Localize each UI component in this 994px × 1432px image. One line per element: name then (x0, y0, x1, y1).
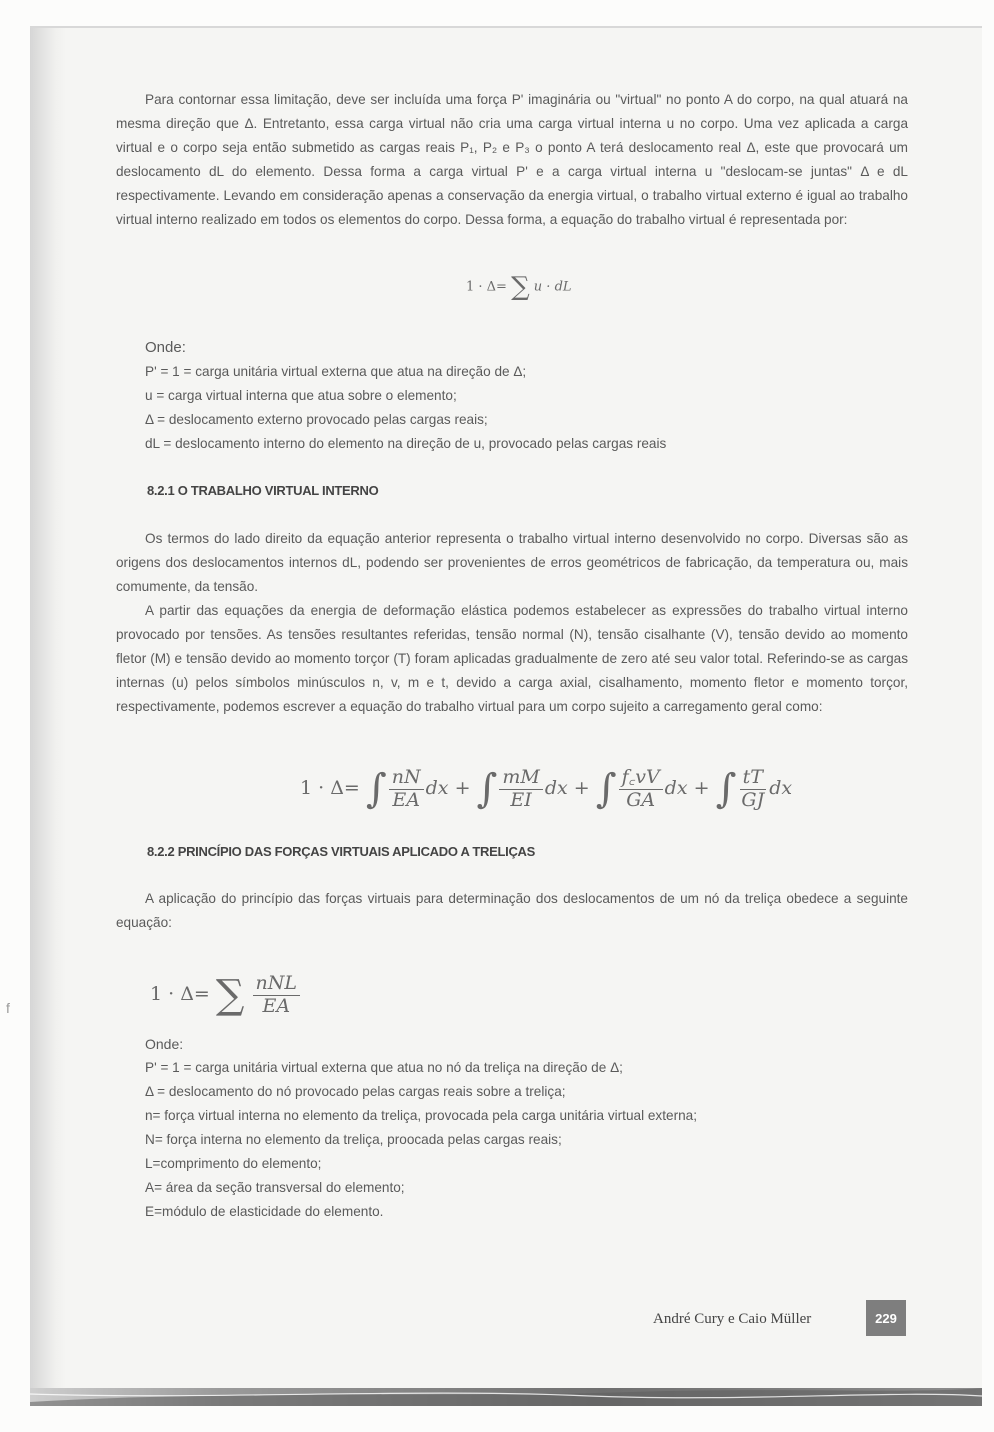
page-top-edge (30, 26, 982, 28)
eq2-t4-numerator: tT (740, 767, 766, 790)
eq2-t2-numerator: mM (499, 767, 542, 790)
eq2-fraction-axial (389, 767, 424, 812)
eq2-fraction-shear (619, 767, 663, 812)
definition-1-line: dL = deslocamento interno do elemento na direção de u, provocado pelas cargas reais (145, 436, 667, 451)
eq2-t3-denominator: GA (626, 788, 656, 811)
eq2-fraction-torsion (738, 767, 767, 812)
integral-symbol: ∫ (476, 766, 498, 812)
intro-paragraph: Para contornar essa limitação, deve ser incluída uma força P' imaginária ou "virtual" no ponto A do corpo, na qual atuará na mesma direção que Δ. Entretanto, essa carga virtual não cria uma carga virtual interna u no corpo. Uma vez aplicada a carga virtual e o corpo seja então submetido as cargas reais P₁, P₂ e P₃ o ponto A terá deslocamento real Δ, este que provocará um deslocamento dL do elemento. Dessa forma a carga virtual P' e a carga virtual interna u "deslocam-se juntas" Δ e dL respectivamente. Levando em consideração apenas a conservação da energia virtual, o trabalho virtual externo é igual ao trabalho virtual interno realizado em todos os elementos do corpo. Dessa forma, a equação do trabalho virtual é representada por: (116, 92, 908, 227)
eq3-sum-symbol: ∑ (215, 972, 245, 1018)
internal-work-paragraph-1: Os termos do lado direito da equação anterior representa o trabalho virtual interno desenvolvido no corpo. Diversas são as origens dos deslocamentos internos dL, podendo ser provenientes de erros geométricos de fabricação, da temperatura ou, mais comumente, da tensão. (116, 531, 908, 594)
eq2-lhs: 1 · Δ= (300, 777, 360, 799)
eq3-numerator: nNL (253, 973, 300, 996)
definition-2-line: A= área da seção transversal do elemento; (145, 1180, 405, 1195)
eq1-lhs: 1 · Δ= (466, 279, 507, 295)
eq1-sum-symbol: ∑ (511, 272, 530, 302)
virtual-work-equation (466, 272, 572, 302)
footer-author: André Cury e Caio Müller (653, 1311, 812, 1327)
eq2-t3-numerator: f꜀vV (619, 767, 663, 790)
eq2-differential: dx (769, 777, 793, 799)
definition-1-line: Δ = deslocamento externo provocado pelas cargas reais; (145, 412, 488, 427)
definition-2-line: L=comprimento do elemento; (145, 1156, 322, 1171)
definition-2-line: Δ = deslocamento do nó provocado pelas cargas reais sobre a treliça; (145, 1084, 566, 1099)
internal-work-block (116, 527, 908, 719)
eq2-plus: + (454, 777, 471, 799)
section-heading-8-2-2: 8.2.2 PRINCÍPIO DAS FORÇAS VIRTUAIS APLICADO A TRELIÇAS (147, 844, 535, 859)
truss-virtual-work-equation (150, 972, 302, 1018)
definition-1-line: u = carga virtual interna que atua sobre o elemento; (145, 388, 457, 403)
definition-1-line: P' = 1 = carga unitária virtual externa que atua na direção de Δ; (145, 364, 527, 379)
truss-block (116, 887, 908, 935)
eq2-differential: dx (664, 777, 688, 799)
eq2-differential: dx (544, 777, 568, 799)
definition-2-line: E=módulo de elasticidade do elemento. (145, 1204, 384, 1219)
truss-paragraph: A aplicação do princípio das forças virtuais para determinação dos deslocamentos de um nó da treliça obedece a seguinte equação: (116, 891, 908, 930)
definitions-2-title: Onde: (145, 1036, 184, 1052)
eq3-lhs: 1 · Δ= (150, 983, 210, 1005)
eq2-fraction-bending (499, 767, 542, 812)
integral-symbol: ∫ (715, 766, 737, 812)
eq2-t1-numerator: nN (389, 767, 424, 790)
eq2-plus: + (693, 777, 710, 799)
general-virtual-work-equation (300, 766, 792, 812)
definitions-list-2 (145, 1032, 905, 1224)
section-heading-8-2-1: 8.2.1 O TRABALHO VIRTUAL INTERNO (147, 483, 379, 498)
margin-mark: f (6, 1000, 10, 1016)
definition-2-line: N= força interna no elemento da treliça, proocada pelas cargas reais; (145, 1132, 562, 1147)
page-number-badge: 229 (866, 1300, 906, 1336)
eq2-t1-denominator: EA (392, 788, 420, 811)
eq3-fraction (253, 973, 300, 1018)
internal-work-paragraph-2: A partir das equações da energia de deformação elástica podemos estabelecer as expressões do trabalho virtual interno provocado por tensões. As tensões resultantes referidas, tensão normal (N), tensão cisalhante (V), tensão devido ao momento fletor (M) e tensão devido ao momento torçor (T) foram aplicadas gradualmente de zero até seu valor total. Referindo-se as cargas internas (u) pelos símbolos minúsculos n, v, m e t, devido a carga axial, cisalhamento, momento fletor e momento torçor, respectivamente, podemos escrever a equação do trabalho virtual para um corpo sujeito a carregamento geral como: (116, 603, 908, 714)
integral-symbol: ∫ (595, 766, 617, 812)
eq2-differential: dx (425, 777, 449, 799)
definitions-list-1 (145, 336, 905, 456)
integral-symbol: ∫ (365, 766, 387, 812)
definitions-1-title: Onde: (145, 339, 186, 356)
definition-2-line: n= força virtual interna no elemento da treliça, provocada pela carga unitária virtual externa; (145, 1108, 697, 1123)
eq3-denominator: EA (262, 994, 291, 1017)
eq2-plus: + (573, 777, 590, 799)
decorative-wave (30, 1376, 982, 1406)
eq1-rhs: u · dL (533, 279, 572, 295)
definition-2-line: P' = 1 = carga unitária virtual externa que atua no nó da treliça na direção de Δ; (145, 1060, 623, 1075)
eq2-t4-denominator: GJ (741, 788, 765, 811)
eq2-t2-denominator: EI (510, 788, 532, 811)
page-spine-shadow (30, 26, 66, 1406)
intro-paragraph-block (116, 88, 908, 232)
